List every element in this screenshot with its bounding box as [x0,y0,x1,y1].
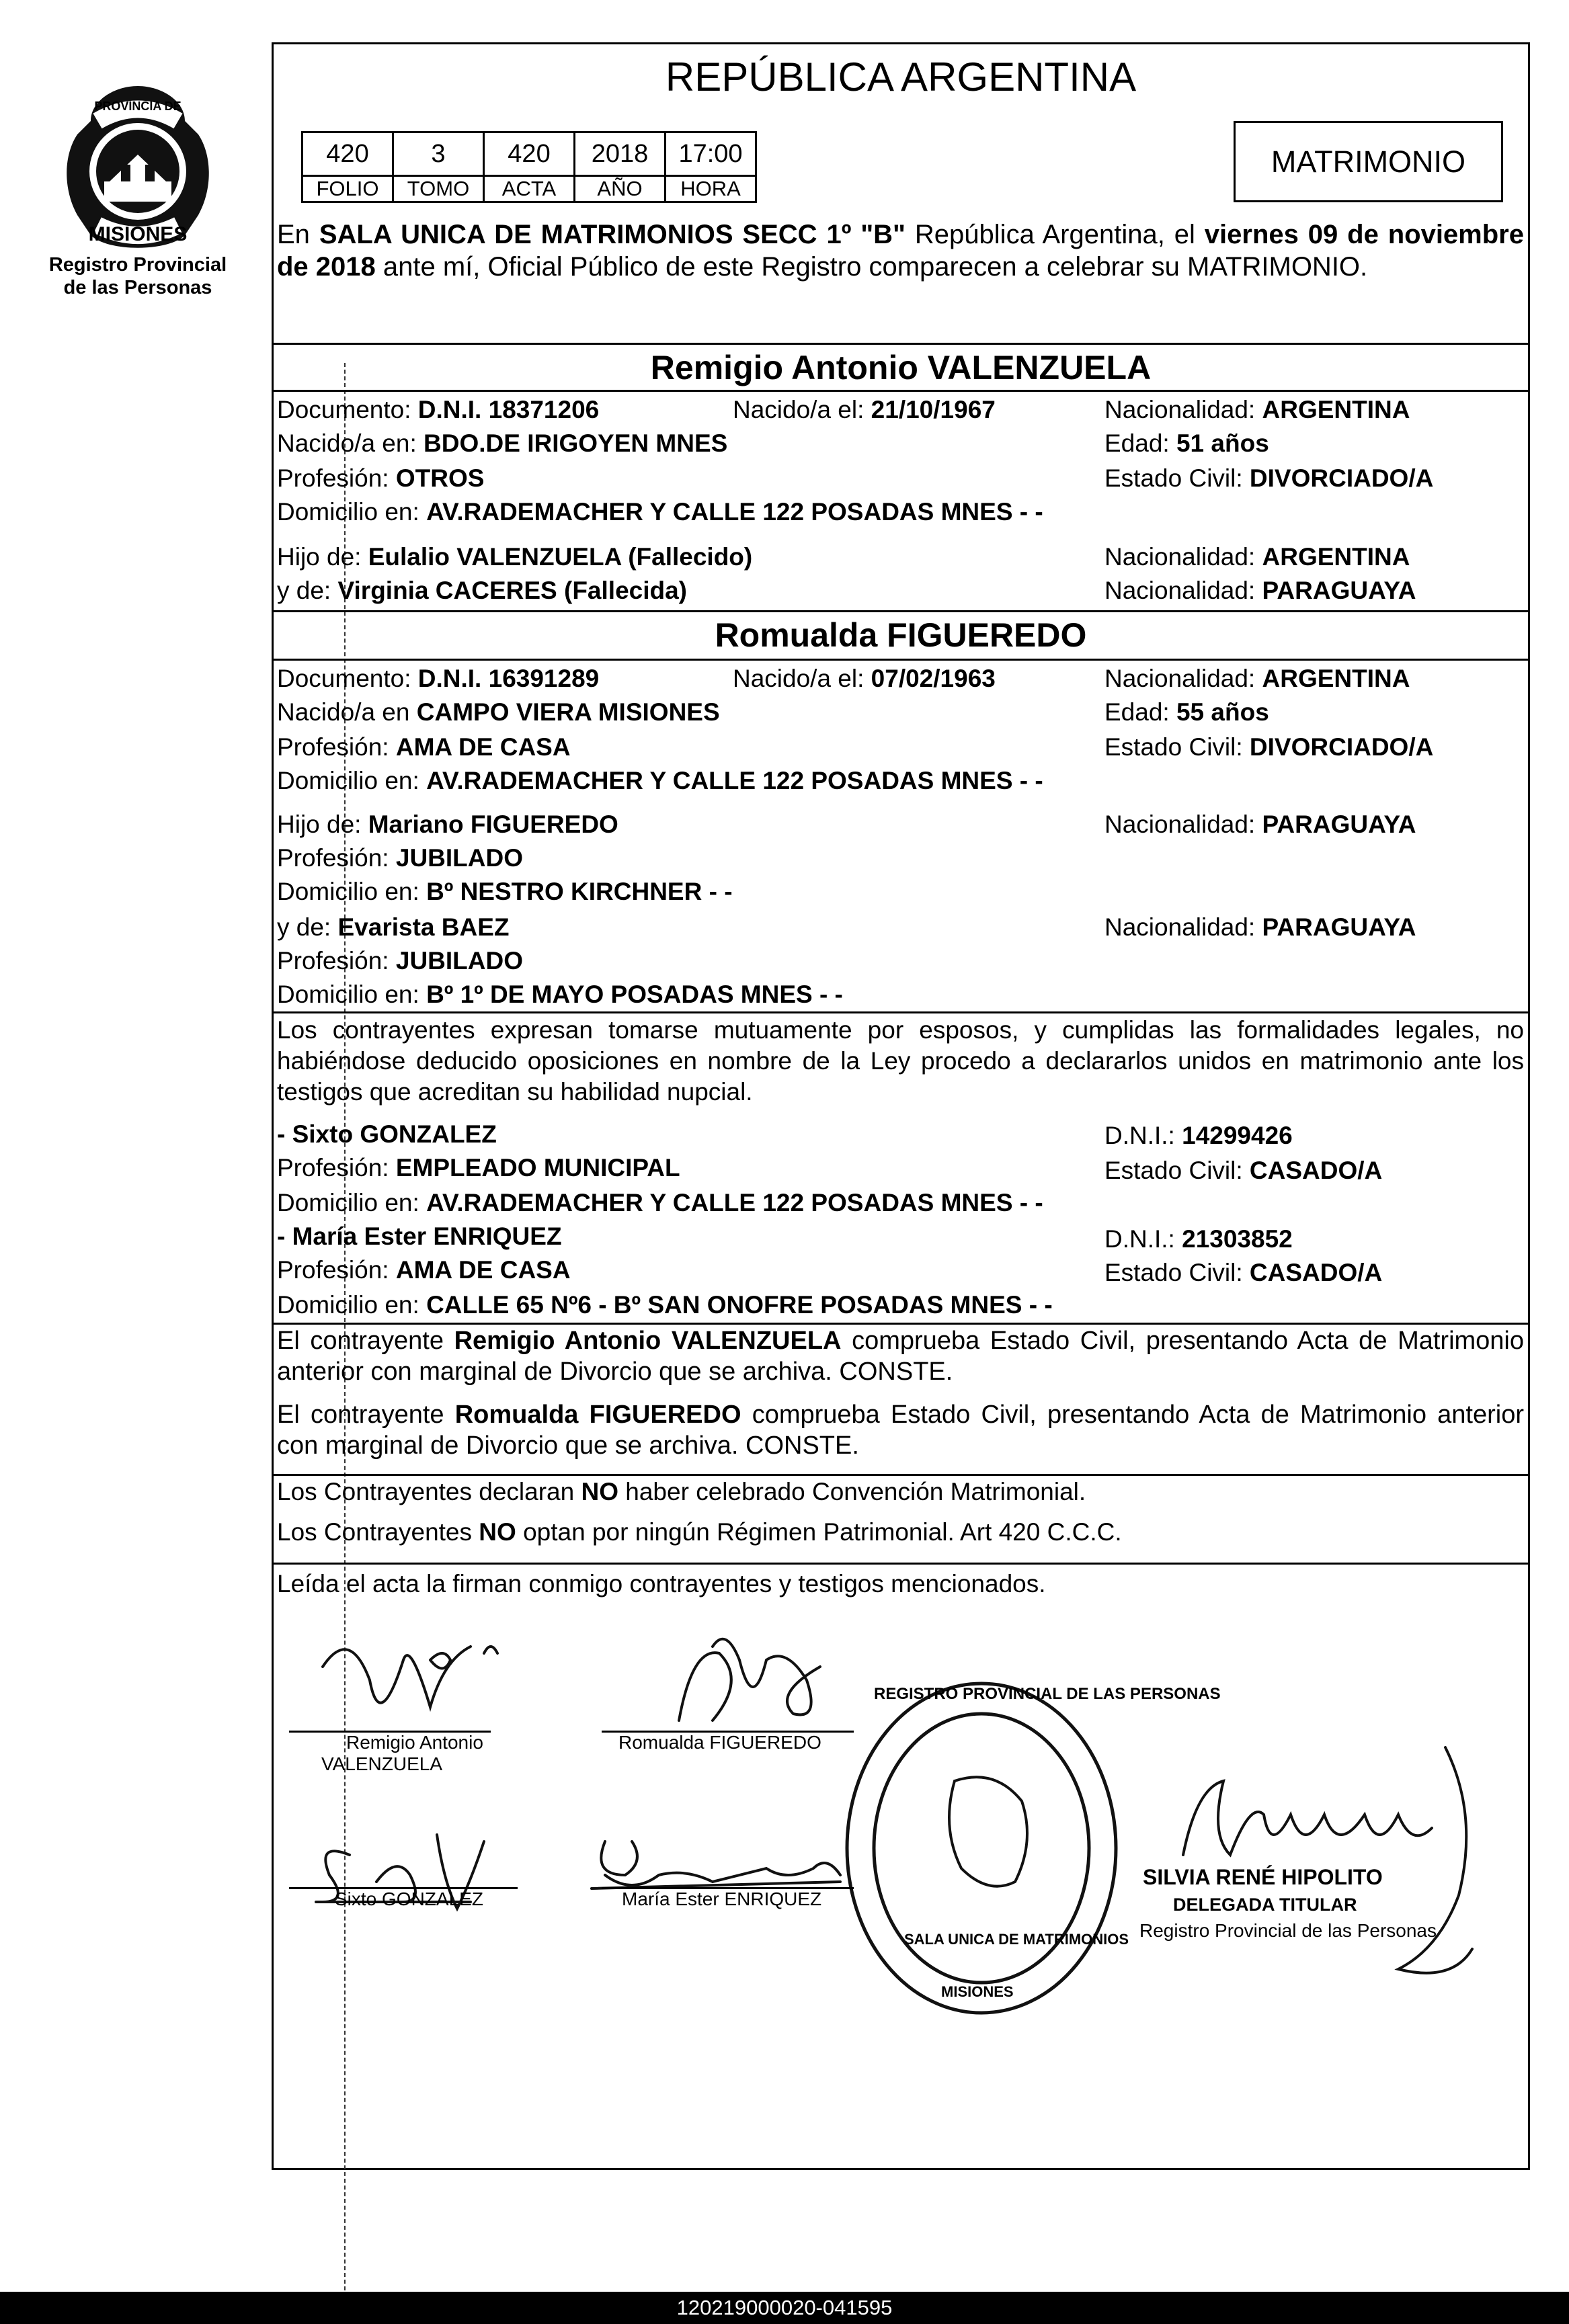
bride-nacionalidad-label: Nacionalidad: [1104,665,1256,692]
intro-p1: En [277,220,319,249]
groom-name: Remigio Antonio VALENZUELA [650,349,1152,386]
stamp-inner-text: SALA UNICA DE MATRIMONIOS [904,1931,1129,1948]
witness2-estado-value: CASADO/A [1249,1259,1383,1286]
hora-label: HORA [666,176,756,202]
bride-profesion-value: AMA DE CASA [395,733,571,761]
witness1-estado-civil [1104,1156,1382,1186]
groom-nacido-en-label: Nacido/a en: [277,429,417,457]
witness1-signature-caption: Sixto GONZALEZ [335,1889,483,1909]
witness1-domicilio [277,1188,1043,1218]
bride-madre-value: Evarista BAEZ [337,913,510,941]
official-name: SILVIA RENÉ HIPOLITO [1143,1865,1383,1889]
bride-padre-dom-label: Domicilio en: [277,878,419,905]
groom-madre-label: y de: [277,577,331,604]
bride-padre-prof-value: JUBILADO [395,844,523,872]
note1-c: comprueba Estado Civil, presentando Acta de Matrimonio anterior con marginal de Divorcio que se archiva. CONSTE. [277,1327,1525,1386]
groom-profesion-value: OTROS [395,464,485,492]
groom-nacionalidad-value: ARGENTINA [1262,396,1410,423]
bride-nacido-el [733,664,996,694]
bride-documento [277,664,599,694]
stamp-bottom-text: MISIONES [941,1983,1014,2000]
bride-domicilio [277,766,1043,796]
record-table [301,131,757,203]
witness2-signature-caption: María Ester ENRIQUEZ [622,1889,822,1909]
page-title: REPÚBLICA ARGENTINA [665,54,1137,99]
bride-madre-nac-value: PARAGUAYA [1262,913,1416,941]
bride-signature-caption: Romualda FIGUEREDO [618,1732,821,1753]
bride-madre-label: y de: [277,913,331,941]
bride-nacionalidad-value: ARGENTINA [1262,665,1410,692]
logo-seal-text-bottom: MISIONES [88,223,188,245]
separator-header [272,343,1530,345]
folio-value: 420 [303,132,393,176]
bride-domicilio-label: Domicilio en: [277,767,419,794]
witness1-profesion-value: EMPLEADO MUNICIPAL [395,1154,680,1181]
groom-profesion [277,464,484,493]
witness2-domicilio [277,1290,1053,1320]
bride-madre-dom-label: Domicilio en: [277,981,419,1008]
separator-bride-name [272,659,1530,661]
intro-date: viernes 09 de noviembre de 2018 [277,220,1524,282]
logo-seal-text-top: PROVINCIA DE [94,99,182,113]
groom-documento-value: D.N.I. 18371206 [417,396,600,423]
bride-nacido-en-value: CAMPO VIERA MISIONES [416,698,720,726]
groom-madre-value: Virginia CACERES (Fallecida) [337,577,687,604]
bride-madre-dom-value: Bº 1º DE MAYO POSADAS MNES - - [426,981,843,1008]
anio-value: 2018 [575,132,666,176]
witness2-domicilio-label: Domicilio en: [277,1291,419,1319]
note-groom-estado [277,1325,1524,1387]
groom-edad [1104,429,1269,458]
groom-domicilio [277,497,1043,527]
bride-madre [277,913,510,942]
separator-groom-name [272,390,1530,392]
bride-nacido-en-label: Nacido/a en [277,698,410,726]
note4-c: optan por ningún Régimen Patrimonial. Art 420 C.C.C. [516,1518,1122,1546]
bride-padre-label: Hijo de: [277,811,362,838]
intro-p3: ante mí, Oficial Público de este Registro comparecen a celebrar su MATRIMONIO. [375,252,1368,282]
groom-estado-civil-value: DIVORCIADO/A [1249,464,1434,492]
witness1-dni [1104,1121,1293,1151]
witness1-domicilio-value: AV.RADEMACHER Y CALLE 122 POSADAS MNES - - [426,1189,1043,1216]
groom-estado-civil-label: Estado Civil: [1104,464,1243,492]
witness2-domicilio-value: CALLE 65 Nº6 - Bº SAN ONOFRE POSADAS MNES - - [426,1291,1053,1319]
bride-edad-value: 55 años [1176,698,1269,726]
official-organization: Registro Provincial de las Personas [1139,1920,1437,1941]
bride-padre [277,810,618,839]
bride-profesion-label: Profesión: [277,733,389,761]
bride-edad [1104,698,1269,727]
bride-estado-civil-value: DIVORCIADO/A [1249,733,1434,761]
witness1-domicilio-label: Domicilio en: [277,1189,419,1216]
groom-documento-label: Documento: [277,396,411,423]
groom-signature-caption-1: Remigio Antonio [346,1732,483,1753]
note2-a: El contrayente [277,1401,455,1429]
groom-padre-label: Hijo de: [277,543,362,571]
note3-a: Los Contrayentes declaran [277,1478,581,1505]
bride-edad-label: Edad: [1104,698,1170,726]
bride-madre-prof-label: Profesión: [277,947,389,974]
witness1-dni-value: 14299426 [1182,1122,1293,1149]
groom-estado-civil [1104,464,1433,493]
bride-profesion [277,733,571,762]
bride-padre-nac-value: PARAGUAYA [1262,811,1416,838]
witness2-dni-value: 21303852 [1182,1225,1293,1253]
tomo-value: 3 [393,132,484,176]
note4-a: Los Contrayentes [277,1518,479,1546]
witness1-estado-label: Estado Civil: [1104,1157,1243,1184]
provincial-logo [40,81,235,302]
witness2-estado-label: Estado Civil: [1104,1259,1243,1286]
note-bride-estado [277,1399,1524,1461]
folio-label: FOLIO [303,176,393,202]
footer-barcode-text: 120219000020-041595 [0,2292,1569,2324]
bride-estado-civil [1104,733,1433,762]
bride-documento-label: Documento: [277,665,411,692]
groom-padre-value: Eulalio VALENZUELA (Fallecido) [368,543,753,571]
groom-profesion-label: Profesión: [277,464,389,492]
separator-regimen [272,1474,1530,1476]
bride-nacido-el-label: Nacido/a el: [733,665,864,692]
groom-nacionalidad-label: Nacionalidad: [1104,396,1256,423]
official-role: DELEGADA TITULAR [1173,1895,1357,1915]
bride-madre-nac-label: Nacionalidad: [1104,913,1256,941]
intro-p2: República Argentina, el [906,220,1205,249]
groom-nacido-en [277,429,727,458]
hora-value: 17:00 [666,132,756,176]
groom-domicilio-label: Domicilio en: [277,498,419,526]
anio-label: AÑO [575,176,666,202]
stamp-outer-text: REGISTRO PROVINCIAL DE LAS PERSONAS [874,1685,1221,1703]
bride-documento-value: D.N.I. 16391289 [417,665,600,692]
groom-padre [277,542,752,572]
groom-nacido-el [733,395,996,425]
groom-nacido-el-value: 21/10/1967 [871,396,996,423]
groom-edad-label: Edad: [1104,429,1170,457]
separator-closing [272,1563,1530,1565]
bride-nacido-el-value: 07/02/1963 [871,665,996,692]
witness1-profesion [277,1153,680,1183]
witness1-name: - Sixto GONZALEZ [277,1120,497,1148]
bride-name: Romualda FIGUEREDO [715,616,1087,654]
bride-padre-nacionalidad [1104,810,1416,839]
bride-nacido-en [277,698,720,727]
closing-text: Leída el acta la firman conmigo contrayentes y testigos mencionados. [277,1570,1046,1597]
bride-padre-dom-value: Bº NESTRO KIRCHNER - - [426,878,733,905]
note1-b: Remigio Antonio VALENZUELA [454,1327,842,1355]
note-regimen [277,1518,1122,1547]
bride-padre-nac-label: Nacionalidad: [1104,811,1256,838]
groom-padre-nac-label: Nacionalidad: [1104,543,1256,571]
bride-domicilio-value: AV.RADEMACHER Y CALLE 122 POSADAS MNES - - [426,767,1043,794]
groom-signature-caption-2: VALENZUELA [321,1753,442,1774]
groom-nacido-el-label: Nacido/a el: [733,396,864,423]
witness2-profesion [277,1255,571,1285]
bride-estado-civil-label: Estado Civil: [1104,733,1243,761]
groom-madre [277,576,687,606]
bride-madre-domicilio [277,980,843,1009]
groom-documento [277,395,599,425]
declaration-text: Los contrayentes expresan tomarse mutuamente por esposos, y cumplidas las formalidades legales, no habiéndose deducido oposiciones en nombre de la Ley procedo a declararlos unidos en matrimonio ante los testigos que acreditan su habilidad nupcial. [277,1016,1524,1106]
groom-padre-nac-value: ARGENTINA [1262,543,1410,571]
groom-domicilio-value: AV.RADEMACHER Y CALLE 122 POSADAS MNES - - [426,498,1043,526]
note4-b: NO [479,1518,516,1546]
bride-padre-prof-label: Profesión: [277,844,389,872]
witness2-dni [1104,1225,1293,1254]
separator-notes [272,1323,1530,1325]
groom-madre-nac-label: Nacionalidad: [1104,577,1256,604]
groom-madre-nac-value: PARAGUAYA [1262,577,1416,604]
note3-b: NO [581,1478,618,1505]
acta-label: ACTA [484,176,575,202]
groom-nacionalidad [1104,395,1410,425]
groom-madre-nacionalidad [1104,576,1416,606]
bride-padre-domicilio [277,877,733,907]
act-type-box: MATRIMONIO [1234,121,1503,202]
note2-c: comprueba Estado Civil, presentando Acta de Matrimonio anterior con marginal de Divorcio que se archiva. CONSTE. [277,1401,1524,1460]
witness2-dni-label: D.N.I.: [1104,1225,1175,1253]
bride-nacionalidad [1104,664,1410,694]
witness2-estado-civil [1104,1258,1382,1288]
witness1-dni-label: D.N.I.: [1104,1122,1175,1149]
groom-edad-value: 51 años [1176,429,1269,457]
note1-a: El contrayente [277,1327,454,1355]
note-convencion [277,1477,1086,1507]
bride-padre-profesion [277,843,523,873]
tomo-label: TOMO [393,176,484,202]
bride-madre-profesion [277,946,523,976]
groom-nacido-en-value: BDO.DE IRIGOYEN MNES [424,429,728,457]
intro-paragraph [277,218,1524,283]
bride-madre-nacionalidad [1104,913,1416,942]
note3-c: haber celebrado Convención Matrimonial. [618,1478,1086,1505]
logo-caption-line1: Registro Provincial [48,254,227,276]
separator-declaration [272,1011,1530,1013]
groom-padre-nacionalidad [1104,542,1410,572]
bride-padre-value: Mariano FIGUEREDO [368,811,618,838]
note2-b: Romualda FIGUEREDO [454,1401,741,1429]
intro-office: SALA UNICA DE MATRIMONIOS SECC 1º "B" [319,220,906,249]
witness1-estado-value: CASADO/A [1249,1157,1383,1184]
acta-value: 420 [484,132,575,176]
witness2-profesion-value: AMA DE CASA [395,1256,571,1284]
separator-bride-top [272,610,1530,612]
witness1-profesion-label: Profesión: [277,1154,389,1181]
logo-caption-line2: de las Personas [63,277,212,298]
witness2-name: - María Ester ENRIQUEZ [277,1222,562,1250]
bride-madre-prof-value: JUBILADO [395,947,523,974]
witness2-profesion-label: Profesión: [277,1256,389,1284]
